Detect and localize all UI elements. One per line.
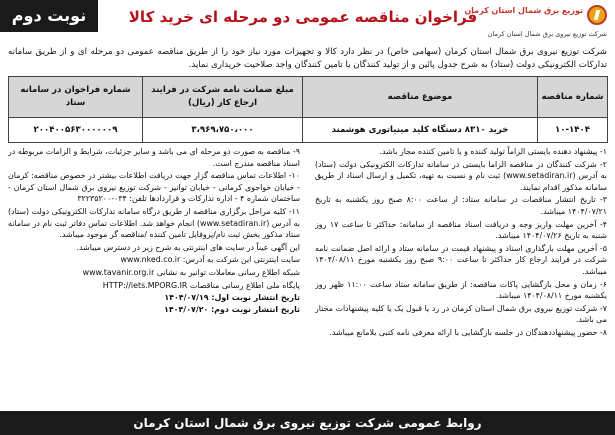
logo-name: توزیع برق شمال استان کرمان <box>464 6 583 15</box>
notice-header <box>0 0 615 44</box>
clause: ۷- شرکت توزیع نیروی برق شمال استان کرمان در رد یا قبول یک یا کلیه پیشنهادات مختار می باشد. <box>315 303 607 325</box>
clause: ۱۰- اطلاعات تماس مناقصه گزار جهت دریافت اطلاعات بیشتر در خصوص مناقصه: کرمان - خیابان خواجوی کرمانی - خیابان توانیر - شرکت توزیع نیروی برق شمال استان کرمان - ساختمان شماره ۴ - اداره تدارکات و قراردادها تلفن: ۰۳۴-۳۲۲۳۵۲۰۰ <box>8 171 300 204</box>
cell-setad-number: ۲۰۰۴۰۰۵۶۳۰۰۰۰۰۰۹ <box>9 118 143 143</box>
intro-paragraph: شرکت توزیع نیروی برق شمال استان کرمان (سهامی خاص) در نظر دارد کالا و تجهیزات مورد نیاز خود را از طریق مناقصه عمومی دو مرحله ای و از طریق سامانه تدارکات الکترونیکی دولت (ستاد) به شرح جدول پائین و از تولید کنندگان یا تامین کنندگان واجد صلاحیت خریداری نماید. <box>8 47 607 70</box>
clauses-right-column <box>315 146 607 408</box>
clause: این آگهی عیناً در سایت های اینترنتی به شرح زیر در دسترس میباشد. <box>76 242 300 252</box>
cell-number: ۱۰-۱۴۰۴ <box>538 118 608 143</box>
table-header-row <box>9 77 608 118</box>
clause: ۶- زمان و محل بازگشایی پاکات مناقصه: از طریق سامانه ستاد ساعت ۱۱:۰۰ ظهر روز یکشنبه مورخ ۱۴۰۴/۰۸/۱۱ میباشد. <box>315 279 607 301</box>
website-line: سایت اینترنتی این شرکت به آدرس: www.nked.co.ir <box>120 255 300 265</box>
clause: ۱۱- کلیه مراحل برگزاری مناقصه از طریق درگاه سامانه تدارکات الکترونیکی دولت (ستاد) به آدرس (www.setadiran.ir) انجام خواهد شد. اطلاعات تماس دفاتر ثبت نام در سامانه ستاد مذکور بخش ثبت نام/پروفایل تامین کننده /مناقصه گر موجود میباشد. <box>8 206 300 240</box>
website-line: شبکه اطلاع رسانی معاملات توانیر به نشانی www.tavanir.org.ir <box>82 267 300 277</box>
website-line: پایگاه ملی اطلاع رسانی مناقصات HTTP://iets.MPORG.IR <box>102 280 300 290</box>
clause: ۲- شرکت کنندگان در مناقصه الزاما بایستی در سامانه تدارکات الکترونیکی دولت (ستاد) به آدرس (www.setadiran.ir) ثبت نام و نسبت به تهیه، تکمیل و ارسال اسناد از طریق سامانه مذکور اقدام نمایند. <box>315 159 607 192</box>
notice-body <box>8 146 607 408</box>
lightning-logo-icon <box>587 5 607 25</box>
logo-subtitle: شرکت توزیع نیروی برق شمال استان کرمان <box>487 30 607 38</box>
table-row <box>9 118 608 143</box>
clause: ۹- مناقصه به صورت دو مرحله ای می باشد و سایر جزئیات، شرایط و الزامات مربوطه در اسناد مناقصه مندرج است. <box>8 147 300 168</box>
notice-title: فراخوان مناقصه عمومی دو مرحله ای خرید کالا <box>128 8 478 26</box>
round-badge: نوبت دوم <box>0 0 98 32</box>
clause: ۱- پیشنهاد دهنده بایستی الزاماً تولید کننده و یا تامین کننده مجاز باشد. <box>379 147 607 156</box>
first-publication-date: تاریخ انتشار نوبت اول: ۱۴۰۴/۰۷/۱۹ <box>164 293 300 303</box>
clause: ۸- حضور پیشنهاددهندگان در جلسه بازگشایی با ارائه معرفی نامه کتبی بلامانع میباشد. <box>329 327 607 337</box>
cell-subject: خرید ۸۳۱۰ دستگاه کلید مینیاتوری هوشمند <box>303 118 538 143</box>
clause: ۳- تاریخ انتشار مناقصات در سامانه ستاد: از ساعت ۸:۰۰ صبح روز یکشنبه به تاریخ ۱۴۰۴/۰۷/۲۱ میباشد. <box>315 195 607 216</box>
header-number: شماره مناقصه <box>538 77 608 118</box>
company-logo <box>464 3 609 43</box>
header-subject: موضوع مناقصه <box>303 77 538 118</box>
tender-table <box>8 76 608 143</box>
clause: ۴- آخرین مهلت واریز وجه و دریافت اسناد مناقصه از سامانه: حداکثر تا ساعت ۱۷ روز شنبه به تاریخ ۱۴۰۴/۰۷/۲۶ میباشد. <box>315 219 607 241</box>
clauses-left-column <box>8 146 300 408</box>
footer-public-relations: روابط عمومی شرکت توزیع نیروی برق شمال استان کرمان <box>0 411 615 435</box>
clause: ۵- آخرین مهلت بارگذاری اسناد و پیشنهاد قیمت در سامانه ستاد و ارائه اصل ضمانت نامه شرکت در فرایند ارجاع کار حداکثر تا ساعت ۹:۰۰ صبح روز یکشنبه مورخ ۱۴۰۴/۰۸/۱۱ میباشد. <box>315 243 607 276</box>
cell-guarantee: ۳،۹۶۹،۷۵۰،۰۰۰ <box>143 118 303 143</box>
second-publication-date: تاریخ انتشار نوبت دوم: ۱۴۰۴/۰۷/۲۰ <box>164 304 300 314</box>
header-guarantee: مبلغ ضمانت نامه شرکت در فرایند ارجاع کار (ریال) <box>143 77 303 118</box>
header-setad-number: شماره فراخوان در سامانه ستاد <box>9 77 143 118</box>
publication-dates <box>8 292 300 315</box>
